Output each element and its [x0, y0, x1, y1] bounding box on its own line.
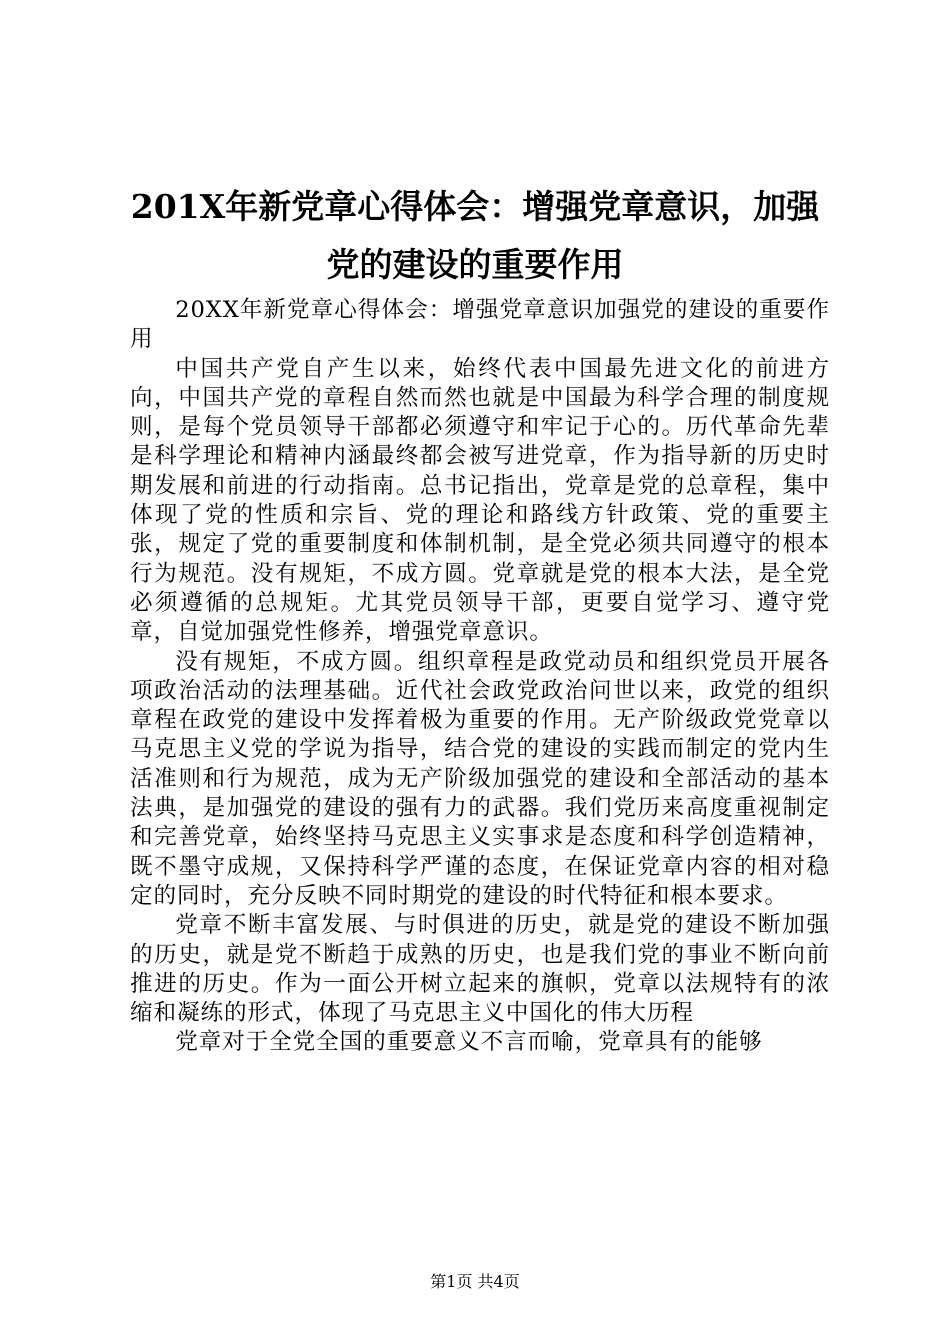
document-body: [130, 296, 830, 1058]
paragraph: 中国共产党自产生以来，始终代表中国最先进文化的前进方向，中国共产党的章程自然而然也就是中国最为科学合理的制度规则，是每个党员领导干部都必须遵守和牢记于心的。历代革命先辈是科学理论和精神内涵最终都会被写进党章，作为指导新的历史时期发展和前进的行动指南。总书记指出，党章是党的总章程，集中体现了党的性质和宗旨、党的理论和路线方针政策、党的重要主张，规定了党的重要制度和体制机制，是全党必须共同遵守的根本行为规范。没有规矩，不成方圆。党章就是党的根本大法，是全党必须遵循的总规矩。尤其党员领导干部，更要自觉学习、遵守党章，自觉加强党性修养，增强党章意识。: [130, 355, 830, 646]
paragraph: 没有规矩，不成方圆。组织章程是政党动员和组织党员开展各项政治活动的法理基础。近代社会政党政治问世以来，政党的组织章程在政党的建设中发挥着极为重要的作用。无产阶级政党党章以马克思主义党的学说为指导，结合党的建设的实践而制定的党内生活准则和行为规范，成为无产阶级加强党的建设和全部活动的基本法典，是加强党的建设的强有力的武器。我们党历来高度重视制定和完善党章，始终坚持马克思主义实事求是态度和科学创造精神，既不墨守成规，又保持科学严谨的态度，在保证党章内容的相对稳定的同时，充分反映不同时期党的建设的时代特征和根本要求。: [130, 648, 830, 909]
page-footer: 第1页 共4页: [430, 1272, 520, 1291]
document-title: 201X年新党章心得体会：增强党章意识，加强党的建设的重要作用: [130, 187, 820, 284]
paragraph: 党章对于全党全国的重要意义不言而喻，党章具有的能够: [175, 1029, 763, 1056]
paragraph: 20XX年新党章心得体会：增强党章意识加强党的建设的重要作用: [130, 297, 830, 353]
paragraph: 党章不断丰富发展、与时俱进的历史，就是党的建设不断加强的历史，就是党不断趋于成熟的历史，也是我们党的事业不断向前推进的历史。作为一面公开树立起来的旗帜，党章以法规特有的浓缩和凝练的形式，体现了马克思主义中国化的伟大历程: [130, 912, 830, 1027]
